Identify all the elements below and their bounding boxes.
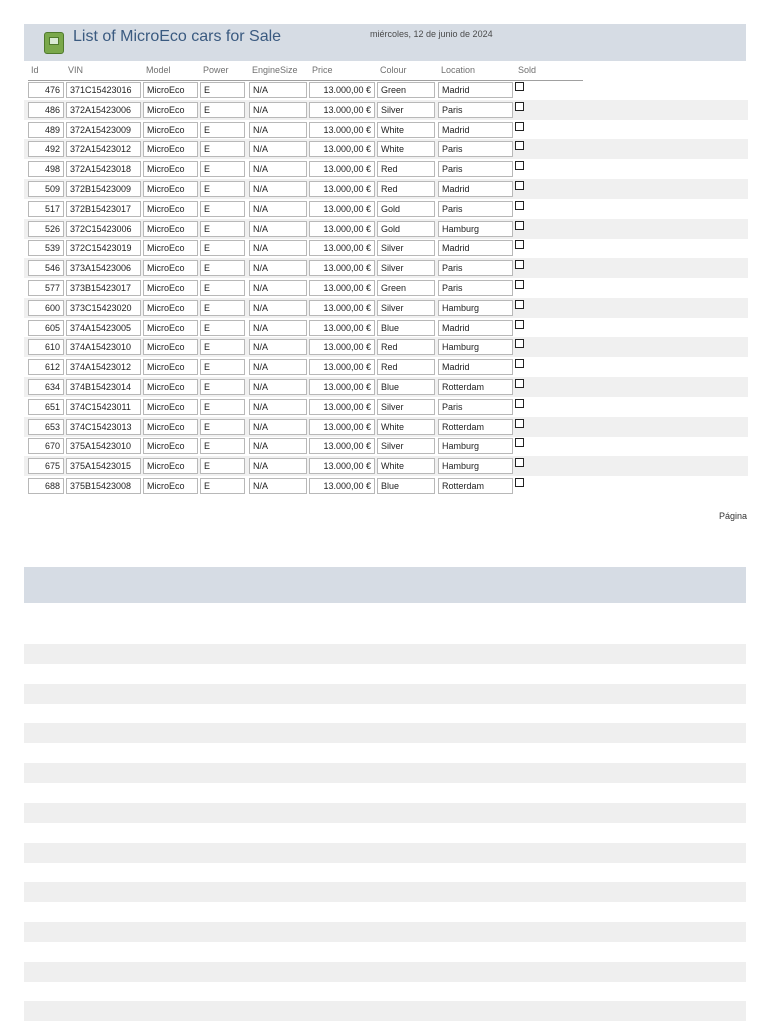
cell-location[interactable]: Paris	[438, 102, 513, 118]
cell-location[interactable]: Madrid	[438, 240, 513, 256]
table-row	[0, 278, 768, 298]
cell-power[interactable]: E	[200, 379, 245, 395]
cell-colour[interactable]: Green	[377, 280, 435, 296]
cell-colour[interactable]: White	[377, 458, 435, 474]
table-row	[0, 476, 768, 496]
cell-engine[interactable]: N/A	[249, 438, 307, 454]
sold-checkbox[interactable]	[515, 161, 524, 170]
cell-price[interactable]: 13.000,00 €	[309, 82, 375, 98]
cell-id[interactable]: 509	[28, 181, 64, 197]
cell-model[interactable]: MicroEco	[143, 181, 198, 197]
cell-location[interactable]: Paris	[438, 280, 513, 296]
cell-price[interactable]: 13.000,00 €	[309, 359, 375, 375]
cell-id[interactable]: 634	[28, 379, 64, 395]
cell-engine[interactable]: N/A	[249, 181, 307, 197]
column-header-vin: VIN	[68, 65, 84, 75]
page-two-row-stripe	[24, 843, 746, 863]
cell-engine[interactable]: N/A	[249, 320, 307, 336]
sold-checkbox[interactable]	[515, 379, 524, 388]
page-two-row-stripe	[24, 763, 746, 783]
table-row	[0, 219, 768, 239]
cell-engine[interactable]: N/A	[249, 478, 307, 494]
cell-price[interactable]: 13.000,00 €	[309, 300, 375, 316]
cell-vin[interactable]: 372B15423017	[66, 201, 141, 217]
cell-engine[interactable]: N/A	[249, 280, 307, 296]
cell-location[interactable]: Madrid	[438, 181, 513, 197]
report-date: miércoles, 12 de junio de 2024	[370, 29, 493, 39]
cell-location[interactable]: Paris	[438, 201, 513, 217]
cell-model[interactable]: MicroEco	[143, 122, 198, 138]
cell-vin[interactable]: 372C15423019	[66, 240, 141, 256]
cell-id[interactable]: 670	[28, 438, 64, 454]
cell-model[interactable]: MicroEco	[143, 320, 198, 336]
sold-checkbox[interactable]	[515, 339, 524, 348]
cell-price[interactable]: 13.000,00 €	[309, 478, 375, 494]
table-row	[0, 238, 768, 258]
cell-power[interactable]: E	[200, 458, 245, 474]
page-two-row-stripe	[24, 723, 746, 743]
cell-vin[interactable]: 372A15423006	[66, 102, 141, 118]
cell-power[interactable]: E	[200, 161, 245, 177]
table-row	[0, 258, 768, 278]
sold-checkbox[interactable]	[515, 201, 524, 210]
cell-engine[interactable]: N/A	[249, 161, 307, 177]
cell-price[interactable]: 13.000,00 €	[309, 399, 375, 415]
report-icon	[44, 32, 64, 54]
cell-price[interactable]: 13.000,00 €	[309, 201, 375, 217]
cell-location[interactable]: Paris	[438, 141, 513, 157]
cell-engine[interactable]: N/A	[249, 221, 307, 237]
cell-model[interactable]: MicroEco	[143, 478, 198, 494]
table-row	[0, 397, 768, 417]
cell-power[interactable]: E	[200, 181, 245, 197]
cell-id[interactable]: 498	[28, 161, 64, 177]
cell-location[interactable]: Hamburg	[438, 339, 513, 355]
cell-location[interactable]: Paris	[438, 260, 513, 276]
cell-engine[interactable]: N/A	[249, 141, 307, 157]
cell-location[interactable]: Hamburg	[438, 300, 513, 316]
cell-model[interactable]: MicroEco	[143, 102, 198, 118]
cell-colour[interactable]: Gold	[377, 221, 435, 237]
sold-checkbox[interactable]	[515, 240, 524, 249]
cell-vin[interactable]: 373C15423020	[66, 300, 141, 316]
cell-model[interactable]: MicroEco	[143, 82, 198, 98]
cell-id[interactable]: 517	[28, 201, 64, 217]
column-header-location: Location	[441, 65, 476, 75]
cell-vin[interactable]: 374C15423011	[66, 399, 141, 415]
cell-power[interactable]: E	[200, 438, 245, 454]
cell-power[interactable]: E	[200, 280, 245, 296]
cell-vin[interactable]: 374A15423005	[66, 320, 141, 336]
cell-vin[interactable]: 372A15423009	[66, 122, 141, 138]
cell-id[interactable]: 688	[28, 478, 64, 494]
cell-model[interactable]: MicroEco	[143, 458, 198, 474]
cell-colour[interactable]: Red	[377, 339, 435, 355]
table-row	[0, 159, 768, 179]
cell-location[interactable]: Hamburg	[438, 438, 513, 454]
cell-price[interactable]: 13.000,00 €	[309, 458, 375, 474]
sold-checkbox[interactable]	[515, 320, 524, 329]
cell-power[interactable]: E	[200, 300, 245, 316]
cell-id[interactable]: 651	[28, 399, 64, 415]
sold-checkbox[interactable]	[515, 260, 524, 269]
cell-location[interactable]: Madrid	[438, 320, 513, 336]
column-header-power: Power	[203, 65, 229, 75]
page-two-header-band	[24, 567, 746, 603]
table-row	[0, 298, 768, 318]
sold-checkbox[interactable]	[515, 419, 524, 428]
cell-price[interactable]: 13.000,00 €	[309, 221, 375, 237]
cell-power[interactable]: E	[200, 478, 245, 494]
cell-location[interactable]: Rotterdam	[438, 478, 513, 494]
cell-colour[interactable]: Silver	[377, 240, 435, 256]
table-row	[0, 456, 768, 476]
cell-location[interactable]: Madrid	[438, 82, 513, 98]
cell-id[interactable]: 675	[28, 458, 64, 474]
cell-colour[interactable]: Silver	[377, 102, 435, 118]
cell-power[interactable]: E	[200, 141, 245, 157]
cell-power[interactable]: E	[200, 399, 245, 415]
cell-model[interactable]: MicroEco	[143, 260, 198, 276]
cell-price[interactable]: 13.000,00 €	[309, 320, 375, 336]
cell-engine[interactable]: N/A	[249, 379, 307, 395]
sold-checkbox[interactable]	[515, 280, 524, 289]
table-row	[0, 357, 768, 377]
sold-checkbox[interactable]	[515, 221, 524, 230]
cell-model[interactable]: MicroEco	[143, 339, 198, 355]
table-row	[0, 337, 768, 357]
column-header-model: Model	[146, 65, 171, 75]
cell-colour[interactable]: Silver	[377, 260, 435, 276]
table-row	[0, 80, 768, 100]
cell-engine[interactable]: N/A	[249, 399, 307, 415]
cell-location[interactable]: Madrid	[438, 359, 513, 375]
cell-colour[interactable]: White	[377, 122, 435, 138]
cell-colour[interactable]: Red	[377, 161, 435, 177]
cell-model[interactable]: MicroEco	[143, 201, 198, 217]
cell-vin[interactable]: 374C15423013	[66, 419, 141, 435]
cell-vin[interactable]: 372A15423018	[66, 161, 141, 177]
cell-power[interactable]: E	[200, 201, 245, 217]
cell-model[interactable]: MicroEco	[143, 379, 198, 395]
column-header-price: Price	[312, 65, 333, 75]
cell-location[interactable]: Rotterdam	[438, 379, 513, 395]
cell-power[interactable]: E	[200, 419, 245, 435]
cell-id[interactable]: 486	[28, 102, 64, 118]
cell-engine[interactable]: N/A	[249, 300, 307, 316]
cell-vin[interactable]: 372A15423012	[66, 141, 141, 157]
cell-model[interactable]: MicroEco	[143, 280, 198, 296]
cell-id[interactable]: 546	[28, 260, 64, 276]
cell-price[interactable]: 13.000,00 €	[309, 260, 375, 276]
page-two-row-stripe	[24, 684, 746, 704]
cell-model[interactable]: MicroEco	[143, 300, 198, 316]
cell-location[interactable]: Paris	[438, 161, 513, 177]
sold-checkbox[interactable]	[515, 399, 524, 408]
cell-location[interactable]: Paris	[438, 399, 513, 415]
cell-power[interactable]: E	[200, 82, 245, 98]
cell-model[interactable]: MicroEco	[143, 399, 198, 415]
sold-checkbox[interactable]	[515, 300, 524, 309]
cell-model[interactable]: MicroEco	[143, 438, 198, 454]
cell-vin[interactable]: 375A15423010	[66, 438, 141, 454]
cell-price[interactable]: 13.000,00 €	[309, 122, 375, 138]
cell-vin[interactable]: 372B15423009	[66, 181, 141, 197]
table-row	[0, 120, 768, 140]
cell-colour[interactable]: Blue	[377, 478, 435, 494]
sold-checkbox[interactable]	[515, 82, 524, 91]
column-header-sold: Sold	[518, 65, 537, 75]
cell-vin[interactable]: 375B15423008	[66, 478, 141, 494]
cell-engine[interactable]: N/A	[249, 339, 307, 355]
column-header-colour: Colour	[380, 65, 407, 75]
sold-checkbox[interactable]	[515, 438, 524, 447]
column-header-engine: EngineSize	[252, 65, 298, 75]
cell-engine[interactable]: N/A	[249, 419, 307, 435]
cell-price[interactable]: 13.000,00 €	[309, 102, 375, 118]
cell-vin[interactable]: 374B15423014	[66, 379, 141, 395]
table-row	[0, 436, 768, 456]
cell-location[interactable]: Rotterdam	[438, 419, 513, 435]
cell-power[interactable]: E	[200, 240, 245, 256]
cell-price[interactable]: 13.000,00 €	[309, 379, 375, 395]
sold-checkbox[interactable]	[515, 458, 524, 467]
sold-checkbox[interactable]	[515, 141, 524, 150]
page-two-row-stripe	[24, 803, 746, 823]
sold-checkbox[interactable]	[515, 122, 524, 131]
cell-power[interactable]: E	[200, 102, 245, 118]
page-two-row-stripe	[24, 962, 746, 982]
sold-checkbox[interactable]	[515, 478, 524, 487]
table-row	[0, 100, 768, 120]
page-two-row-stripe	[24, 1001, 746, 1021]
cell-engine[interactable]: N/A	[249, 458, 307, 474]
cell-engine[interactable]: N/A	[249, 260, 307, 276]
cell-price[interactable]: 13.000,00 €	[309, 181, 375, 197]
sold-checkbox[interactable]	[515, 359, 524, 368]
cell-price[interactable]: 13.000,00 €	[309, 438, 375, 454]
cell-location[interactable]: Hamburg	[438, 221, 513, 237]
cell-colour[interactable]: Green	[377, 82, 435, 98]
cell-colour[interactable]: Silver	[377, 399, 435, 415]
cell-colour[interactable]: Silver	[377, 300, 435, 316]
cell-id[interactable]: 489	[28, 122, 64, 138]
cell-price[interactable]: 13.000,00 €	[309, 161, 375, 177]
cell-vin[interactable]: 373B15423017	[66, 280, 141, 296]
sold-checkbox[interactable]	[515, 181, 524, 190]
table-row	[0, 417, 768, 437]
page-two-row-stripe	[24, 922, 746, 942]
cell-power[interactable]: E	[200, 260, 245, 276]
table-row	[0, 199, 768, 219]
cell-model[interactable]: MicroEco	[143, 161, 198, 177]
cell-price[interactable]: 13.000,00 €	[309, 141, 375, 157]
cell-vin[interactable]: 371C15423016	[66, 82, 141, 98]
cell-id[interactable]: 577	[28, 280, 64, 296]
cell-location[interactable]: Madrid	[438, 122, 513, 138]
cell-power[interactable]: E	[200, 221, 245, 237]
cell-engine[interactable]: N/A	[249, 201, 307, 217]
cell-price[interactable]: 13.000,00 €	[309, 339, 375, 355]
cell-power[interactable]: E	[200, 320, 245, 336]
cell-id[interactable]: 612	[28, 359, 64, 375]
cell-id[interactable]: 653	[28, 419, 64, 435]
cell-engine[interactable]: N/A	[249, 82, 307, 98]
cell-engine[interactable]: N/A	[249, 359, 307, 375]
cell-id[interactable]: 539	[28, 240, 64, 256]
cell-model[interactable]: MicroEco	[143, 141, 198, 157]
cell-vin[interactable]: 373A15423006	[66, 260, 141, 276]
cell-model[interactable]: MicroEco	[143, 221, 198, 237]
cell-power[interactable]: E	[200, 122, 245, 138]
cell-price[interactable]: 13.000,00 €	[309, 280, 375, 296]
table-row	[0, 318, 768, 338]
page-two-row-stripe	[24, 644, 746, 664]
cell-id[interactable]: 526	[28, 221, 64, 237]
cell-location[interactable]: Hamburg	[438, 458, 513, 474]
cell-power[interactable]: E	[200, 359, 245, 375]
cell-vin[interactable]: 374A15423010	[66, 339, 141, 355]
cell-colour[interactable]: Red	[377, 181, 435, 197]
cell-id[interactable]: 605	[28, 320, 64, 336]
cell-colour[interactable]: Blue	[377, 379, 435, 395]
table-row	[0, 179, 768, 199]
cell-vin[interactable]: 374A15423012	[66, 359, 141, 375]
report-title: List of MicroEco cars for Sale	[73, 28, 282, 45]
cell-colour[interactable]: Silver	[377, 438, 435, 454]
cell-model[interactable]: MicroEco	[143, 419, 198, 435]
cell-colour[interactable]: White	[377, 419, 435, 435]
sold-checkbox[interactable]	[515, 102, 524, 111]
cell-model[interactable]: MicroEco	[143, 240, 198, 256]
cell-id[interactable]: 610	[28, 339, 64, 355]
cell-vin[interactable]: 372C15423006	[66, 221, 141, 237]
cell-id[interactable]: 492	[28, 141, 64, 157]
cell-engine[interactable]: N/A	[249, 102, 307, 118]
cell-power[interactable]: E	[200, 339, 245, 355]
cell-engine[interactable]: N/A	[249, 240, 307, 256]
cell-colour[interactable]: Gold	[377, 201, 435, 217]
cell-engine[interactable]: N/A	[249, 122, 307, 138]
cell-price[interactable]: 13.000,00 €	[309, 240, 375, 256]
cell-vin[interactable]: 375A15423015	[66, 458, 141, 474]
cell-id[interactable]: 476	[28, 82, 64, 98]
cell-colour[interactable]: Blue	[377, 320, 435, 336]
table-row	[0, 377, 768, 397]
cell-price[interactable]: 13.000,00 €	[309, 419, 375, 435]
cell-id[interactable]: 600	[28, 300, 64, 316]
page-number-label: Página	[718, 511, 747, 521]
page-two-row-stripe	[24, 882, 746, 902]
cell-model[interactable]: MicroEco	[143, 359, 198, 375]
column-header-id: Id	[31, 65, 39, 75]
table-row	[0, 139, 768, 159]
cell-colour[interactable]: Red	[377, 359, 435, 375]
cell-colour[interactable]: White	[377, 141, 435, 157]
